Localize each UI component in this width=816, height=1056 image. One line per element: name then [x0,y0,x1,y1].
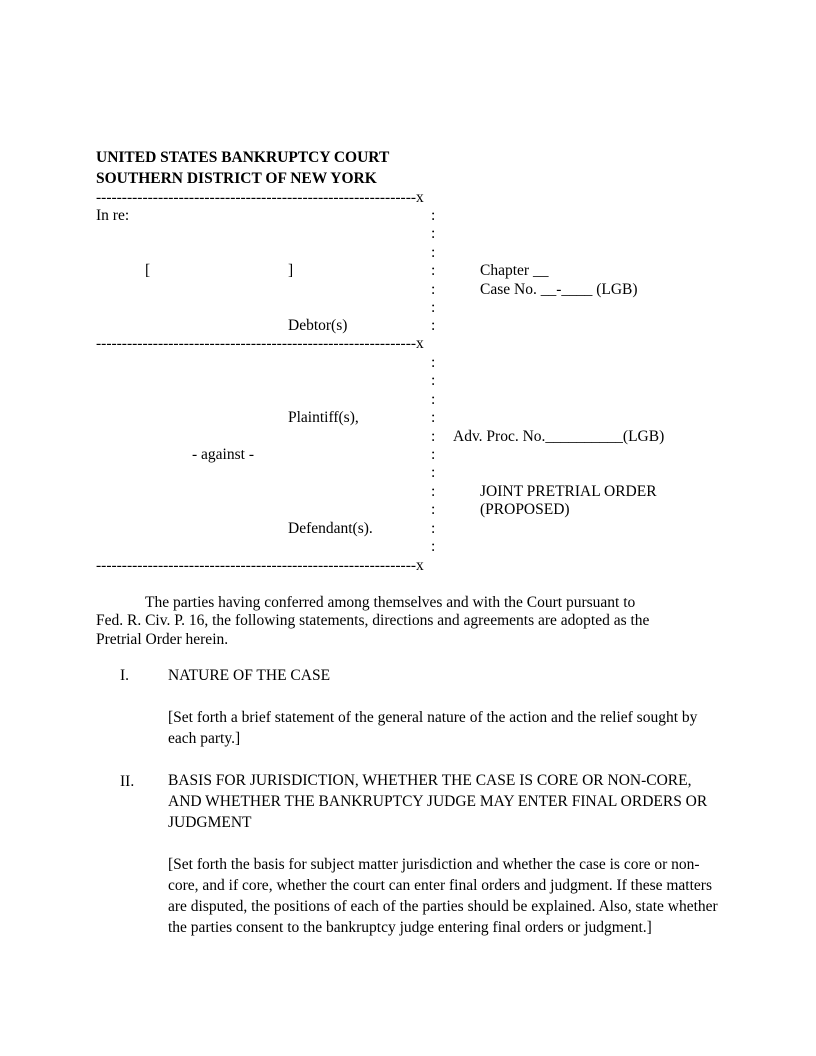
caption-colon: : [431,372,436,389]
caption-colon: : [431,520,436,537]
case-number-field: Case No. __-____ (LGB) [480,281,638,298]
order-title: JOINT PRETRIAL ORDER [480,483,657,500]
caption-colon: : [431,317,436,334]
intro-paragraph-line: The parties having conferred among themselves and with the Court pursuant to [145,594,636,611]
section-body: [Set forth the basis for subject matter jurisdiction and whether the case is core or non-core, and if core, whether the court can enter final orders and judgment. If these matters are disputed, the positions of each of the parties should be explained. Also, state whether the parties consent to the bankruptcy judge entering final orders or judgment.] [168,856,718,936]
caption-colon: : [431,446,436,463]
section-numeral: I. [120,667,130,684]
section-numeral: II. [120,773,135,790]
caption-colon: : [431,262,436,279]
in-re-label: In re: [96,207,130,224]
court-district: SOUTHERN DISTRICT OF NEW YORK [96,170,377,187]
debtor-bracket-close: ] [288,262,294,279]
caption-colon: : [431,354,436,371]
section-heading: NATURE OF THE CASE [168,667,331,684]
adversary-proceeding-number: Adv. Proc. No.__________(LGB) [453,428,665,445]
section-heading: BASIS FOR JURISDICTION, WHETHER THE CASE IS CORE OR NON-CORE, AND WHETHER THE BANKRUPTCY JUDGE MAY ENTER FINAL ORDERS OR JUDGMENT [168,772,708,831]
caption-colon: : [431,538,436,555]
court-name: UNITED STATES BANKRUPTCY COURT [96,149,390,166]
caption-separator-mid: --------------------------------------------------------------x [96,336,424,352]
caption-colon: : [431,483,436,500]
caption-colon: : [431,244,436,261]
caption-colon: : [431,281,436,298]
intro-paragraph-line: Fed. R. Civ. P. 16, the following statements, directions and agreements are adopted as the [96,612,650,629]
debtor-bracket-open: [ [145,262,151,279]
section-body: [Set forth a brief statement of the general nature of the action and the relief sought by each party.] [168,709,698,747]
chapter-field: Chapter __ [480,262,549,279]
plaintiff-label: Plaintiff(s), [288,409,359,426]
caption-colon: : [431,428,436,445]
against-label: - against - [192,446,254,463]
caption-separator-bottom: --------------------------------------------------------------x [96,558,424,574]
defendant-label: Defendant(s). [288,520,373,537]
caption-colon: : [431,225,436,242]
caption-colon: : [431,391,436,408]
order-title-proposed: (PROPOSED) [480,501,570,518]
caption-colon: : [431,501,436,518]
caption-colon: : [431,409,436,426]
debtor-label: Debtor(s) [288,317,348,334]
caption-separator-top: --------------------------------------------------------------x [96,190,424,206]
intro-paragraph-line: Pretrial Order herein. [96,631,229,648]
caption-colon: : [431,464,436,481]
caption-colon: : [431,207,436,224]
caption-colon: : [431,299,436,316]
